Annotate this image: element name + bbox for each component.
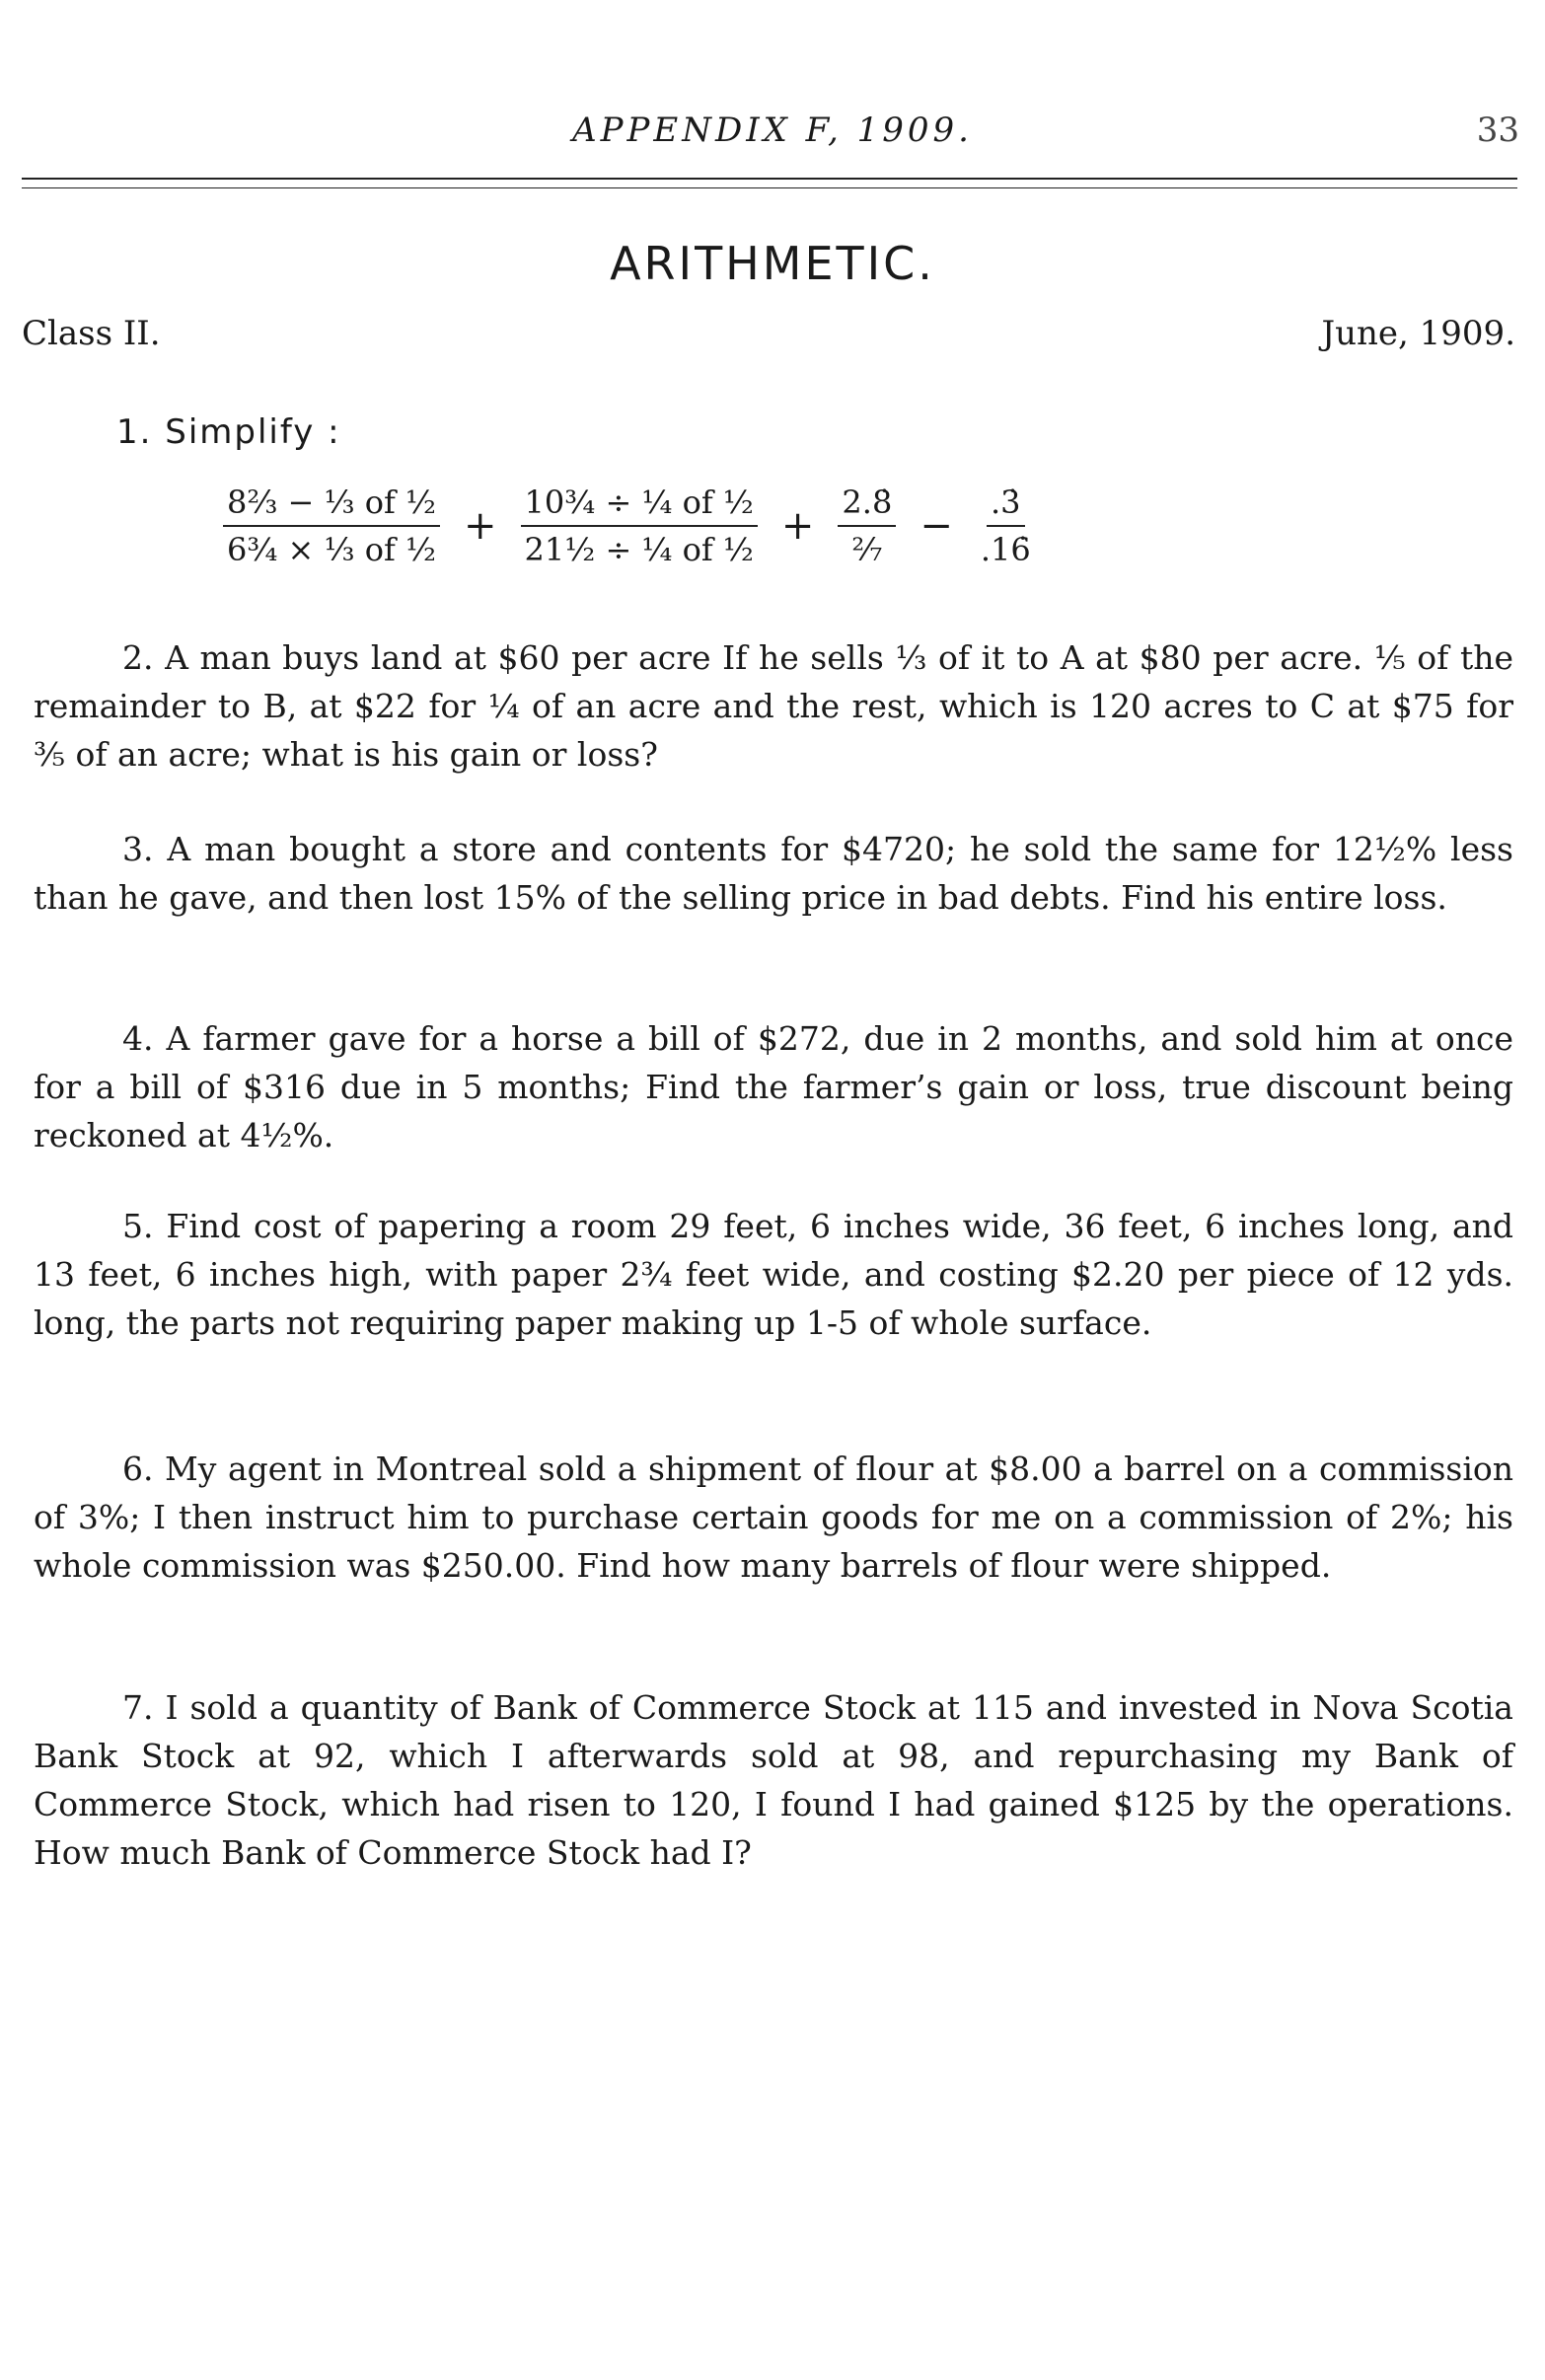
question-number: 5. — [122, 1207, 154, 1245]
question-text: A man bought a store and contents for $4720; he sold the same for 12½% less than he gave, and then lost 15% of the selling price in bad debts. Find his entire loss. — [34, 830, 1513, 917]
exam-date: June, 1909. — [1321, 314, 1515, 353]
class-label: Class II. — [22, 314, 161, 353]
fraction-term-4-numerator: .3̇ — [987, 483, 1025, 527]
question-text: A man buys land at $60 per acre If he sells ⅓ of it to A at $80 per acre. ⅕ of the remainder to B, at $22 for ¼ of an acre and the rest, which is 120 acres to C at $75 for ⅗ of an acre; what is his gain or loss? — [34, 638, 1513, 774]
plus-operator: + — [464, 503, 497, 549]
question-2 — [34, 633, 1513, 779]
question-6 — [34, 1445, 1513, 1590]
question-number: 7. — [122, 1688, 154, 1727]
fraction-term-3-denominator: ²⁄₇ — [851, 531, 883, 568]
page-title: ARITHMETIC. — [610, 237, 935, 290]
fraction-term-3-numerator: 2.8̇ — [838, 483, 896, 527]
question-number: 6. — [122, 1450, 154, 1488]
fraction-term-4 — [977, 483, 1035, 568]
fraction-term-4-denominator: .16̇ — [980, 531, 1031, 568]
fraction-term-1-numerator: 8⅔ − ⅓ of ½ — [223, 483, 440, 527]
plus-operator: + — [780, 503, 815, 549]
question-text: A farmer gave for a horse a bill of $272, due in 2 months, and sold him at once for a bill of $316 due in 5 months; Find the farmer’s gain or loss, true discount being reckoned at 4½%. — [34, 1019, 1513, 1154]
question-4 — [34, 1014, 1513, 1159]
question-5 — [34, 1202, 1513, 1347]
question-number: 2. — [122, 638, 154, 677]
question-3 — [34, 825, 1513, 922]
fraction-term-2-denominator: 21½ ÷ ¼ of ½ — [524, 531, 754, 568]
question-7 — [34, 1683, 1513, 1877]
fraction-term-1 — [223, 483, 440, 568]
question-1-expression — [217, 483, 1041, 568]
fraction-term-2-numerator: 10¾ ÷ ¼ of ½ — [521, 483, 758, 527]
minus-operator: − — [920, 503, 953, 549]
page-number: 33 — [1476, 111, 1519, 150]
question-text: My agent in Montreal sold a shipment of flour at $8.00 a barrel on a commission of 3%; I then instruct him to purchase certain goods for me on a commission of 2%; his whole commission was $250.00. Find how many barrels of flour were shipped. — [34, 1450, 1514, 1585]
question-1-label: 1. Simplify : — [116, 412, 341, 452]
question-number: 3. — [122, 830, 154, 868]
fraction-term-2 — [521, 483, 758, 568]
question-text: Find cost of papering a room 29 feet, 6 inches wide, 36 feet, 6 inches long, and 13 feet, 6 inches high, with paper 2¾ feet wide, and costing $2.20 per piece of 12 yds. long, the parts not requiring paper making up 1-5 of whole surface. — [34, 1207, 1513, 1342]
question-text: I sold a quantity of Bank of Commerce Stock at 115 and invested in Nova Scotia Bank Stock at 92, which I afterwards sold at 98, and repurchasing my Bank of Commerce Stock, which had risen to 120, I found I had gained $125 by the operations. How much Bank of Commerce Stock had I? — [34, 1688, 1513, 1872]
header-rule-bottom — [22, 187, 1517, 188]
running-head: APPENDIX F, 1909. — [572, 111, 973, 150]
fraction-term-1-denominator: 6¾ × ⅓ of ½ — [227, 531, 437, 568]
header-rule-top — [22, 178, 1517, 180]
question-number: 4. — [122, 1019, 154, 1058]
fraction-term-3 — [838, 483, 896, 568]
